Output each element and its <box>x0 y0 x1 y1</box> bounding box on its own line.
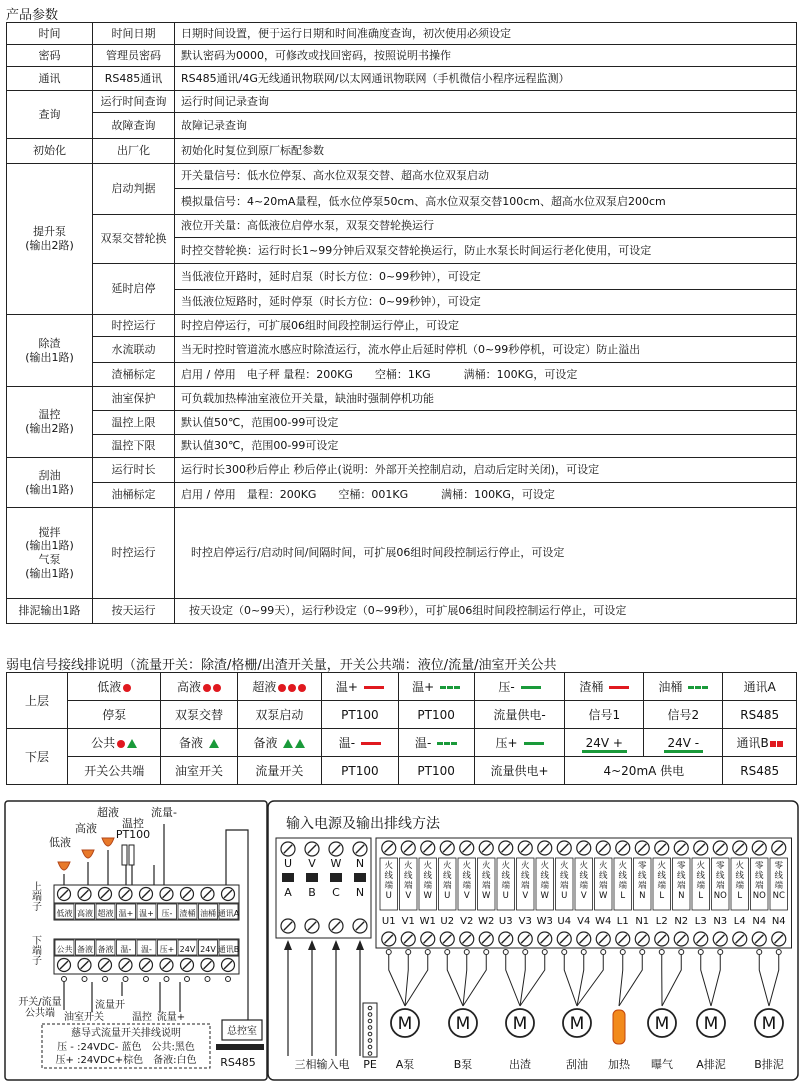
wire-end-icon <box>82 977 87 982</box>
wire-end-icon <box>757 950 762 955</box>
param-description: 启用 / 停用 电子秤 量程：200KG 空桶：1KG 满桶：100KG，可设定 <box>175 363 797 387</box>
param-description: 故障记录查询 <box>175 113 797 139</box>
power-terminal-top-label: U <box>283 857 293 870</box>
param-description: 运行时间记录查询 <box>175 91 797 113</box>
pt100-probe-icon <box>122 845 127 865</box>
rs485-label: RS485 <box>220 1056 256 1069</box>
wire-end-icon <box>226 977 231 982</box>
green-dashed-line-icon <box>440 686 460 689</box>
pe-label: PE <box>363 1058 377 1071</box>
pt100-probe-icon <box>129 845 134 865</box>
power-terminal-bottom-label: A <box>284 886 292 899</box>
wire-end-icon <box>620 950 625 955</box>
output-terminal-bottom-label: N1 <box>635 916 650 927</box>
input-label: 三相输入电 <box>294 1058 350 1071</box>
output-terminal-bottom-label: U4 <box>557 916 572 927</box>
pe-hole <box>368 1032 372 1036</box>
output-terminal-top-label: 火线端 V <box>403 861 413 901</box>
wire-end-icon <box>484 950 489 955</box>
lt-5: 压+ <box>474 729 565 757</box>
red-dot-icon <box>288 684 296 692</box>
param-row <box>7 337 797 363</box>
wire-end-icon <box>523 950 528 955</box>
wire-end-icon <box>445 950 450 955</box>
param-description: 初始化时复位到原厂标配参数 <box>175 139 797 164</box>
param-item: 出厂化 <box>93 139 175 164</box>
param-row <box>7 599 797 624</box>
output-terminal-bottom-label: U3 <box>498 916 513 927</box>
param-category: 查询 <box>7 91 93 139</box>
param-item: 时控运行 <box>93 315 175 337</box>
param-description: 默认值50℃，范围00-99可设定 <box>175 411 797 435</box>
motor-symbol: M <box>654 1014 670 1034</box>
motor-symbol: M <box>397 1014 413 1034</box>
param-description: 按天设定（0~99天），运行秒设定（0~99秒），可扩展06组时间段控制运行停止，可设定 <box>175 599 797 624</box>
param-item: 延时启停 <box>93 264 175 315</box>
green-triangle-icon <box>283 739 293 748</box>
wire-end-icon <box>776 950 781 955</box>
param-item: 双泵交替轮换 <box>93 215 175 264</box>
terminal-cell-label: 油桶 <box>200 909 216 918</box>
wire-end-icon <box>698 950 703 955</box>
wire-end-icon <box>406 950 411 955</box>
pe-hole <box>368 1019 372 1023</box>
param-row <box>7 139 797 164</box>
pe-hole <box>368 1026 372 1030</box>
output-terminal-bottom-label: V3 <box>518 916 532 927</box>
motor-symbol: M <box>512 1014 528 1034</box>
bottom-wire-label: 流量+ <box>156 1012 186 1023</box>
param-item: 管理员密码 <box>93 45 175 67</box>
console-keyboard-icon <box>216 1044 264 1050</box>
green-line-icon <box>521 686 541 689</box>
ub-4: PT100 <box>398 701 474 729</box>
param-row <box>7 458 797 483</box>
output-terminal-top-label: 零线端 NC <box>772 861 785 901</box>
terminal-side-label: 上端子 <box>32 882 42 913</box>
power-terminal-top-label: N <box>355 857 365 870</box>
red-dot-icon <box>213 684 221 692</box>
note-title: 慈导式流量开关排线说明 <box>71 1028 181 1039</box>
param-description: 开关量信号：低水位停泵、高水位双泵交替、超高水位双泵启动 <box>175 164 797 189</box>
device-label: A泵 <box>395 1058 415 1071</box>
lb-2: 流量开关 <box>237 757 322 785</box>
param-item: 启动判据 <box>93 164 175 215</box>
sensor-label: 超液 <box>97 806 119 819</box>
output-terminal-top-label: 火线端 W <box>598 861 608 901</box>
power-terminal-bottom-label: N <box>355 886 365 899</box>
terminal-cell-label: 低液 <box>56 909 73 918</box>
param-category: 时间 <box>7 23 93 45</box>
console-label: 总控室 <box>227 1026 257 1037</box>
output-terminal-top-label: 火线端 U <box>442 861 452 901</box>
output-terminal-bottom-label: V4 <box>577 916 591 927</box>
param-row <box>7 363 797 387</box>
power-terminal-top-label: V <box>308 857 316 870</box>
ut-4: 温+ <box>398 673 474 701</box>
param-item: 水流联动 <box>93 337 175 363</box>
terminal-cell-label: 压+ <box>159 945 175 954</box>
wire-end-icon <box>62 977 67 982</box>
param-description: 默认值30℃，范围00-99可设定 <box>175 435 797 458</box>
device-label: B排泥 <box>754 1058 784 1071</box>
terminal-side-label: 下端子 <box>32 936 42 967</box>
output-terminal-bottom-label: N4 <box>752 916 767 927</box>
param-item: 运行时间查询 <box>93 91 175 113</box>
wire-end-icon <box>542 950 547 955</box>
wire-end-icon <box>205 977 210 982</box>
ub-8: RS485 <box>723 701 797 729</box>
output-terminal-top-label: 火线端 W <box>423 861 433 901</box>
param-description: 液位开关量：高低液位启停水泵，双泵交替轮换运行 <box>175 215 797 238</box>
lb-3: PT100 <box>322 757 398 785</box>
red-square-icon <box>777 741 783 747</box>
output-terminal-bottom-label: W3 <box>536 916 553 927</box>
param-item: 渣桶标定 <box>93 363 175 387</box>
param-row <box>7 45 797 67</box>
param-description: 时控启停运行/启动时间/间隔时间，可扩展06组时间段控制运行停止，可设定 <box>175 508 797 599</box>
output-terminal-bottom-label: N4 <box>771 916 786 927</box>
red-dot-icon <box>117 740 125 748</box>
wiring-title: 弱电信号接线排说明（流量开关：除渣/格栅/出渣开关量，开关公共端：液位/流量/油室开关公共 <box>6 658 557 673</box>
param-row <box>7 411 797 435</box>
param-description: 默认密码为0000，可修改或找回密码，按照说明书操作 <box>175 45 797 67</box>
wire-end-icon <box>679 950 684 955</box>
power-terminal-block-mark <box>354 873 366 882</box>
terminal-cell-label: 通讯B <box>217 945 240 954</box>
red-dot-icon <box>298 684 306 692</box>
param-description: 模拟量信号：4~20mA量程，低水位停泵50cm、高水位双泵交替100cm、超高水位双泵启200cm <box>175 189 797 215</box>
motor-symbol: M <box>703 1014 719 1034</box>
param-category: 提升泵 (输出2路) <box>7 164 93 315</box>
output-terminal-top-label: 火线端 W <box>481 861 491 901</box>
bottom-wire-label: 温控 <box>132 1012 152 1023</box>
ub-3: PT100 <box>322 701 398 729</box>
pe-hole <box>368 1013 372 1017</box>
device-label: A排泥 <box>696 1058 726 1071</box>
terminal-cell-label: 压- <box>161 909 173 918</box>
device-label: 刮油 <box>566 1058 588 1071</box>
lb-6: 4~20mA 供电 <box>565 757 723 785</box>
lb-1: 油室开关 <box>161 757 237 785</box>
power-terminal-block-mark <box>330 873 342 882</box>
ut-6: 渣桶 <box>565 673 644 701</box>
lt-1: 备液 <box>161 729 237 757</box>
ub-1: 双泵交替 <box>161 701 237 729</box>
terminal-cell-label: 超液 <box>97 909 114 918</box>
sensor-label: 流量- <box>151 806 177 819</box>
output-terminal-top-label: 火线端 U <box>501 861 511 901</box>
output-terminal-bottom-label: L3 <box>694 916 707 927</box>
red-dot-icon <box>278 684 286 692</box>
output-terminal-bottom-label: U2 <box>440 916 455 927</box>
terminal-cell-label: 温- <box>141 945 152 954</box>
wiring-diagram <box>4 800 800 1082</box>
note-line: 压+ :24VDC+棕色 备液:白色 <box>55 1055 197 1066</box>
param-row <box>7 113 797 139</box>
output-terminal-top-label: 火线端 U <box>384 861 394 901</box>
param-item: RS485通讯 <box>93 67 175 91</box>
red-line-icon <box>364 686 384 689</box>
motor-symbol: M <box>455 1014 471 1034</box>
params-title: 产品参数 <box>6 8 59 23</box>
param-row <box>7 435 797 458</box>
motor-symbol: M <box>569 1014 585 1034</box>
param-item: 温控上限 <box>93 411 175 435</box>
param-row <box>7 483 797 508</box>
wire-end-icon <box>640 950 645 955</box>
param-category: 排泥输出1路 <box>7 599 93 624</box>
param-item: 按天运行 <box>93 599 175 624</box>
params-table <box>6 22 797 624</box>
param-item: 时控运行 <box>93 508 175 599</box>
param-description: 运行时长300秒后停止 秒后停止(说明：外部开关控制启动，启动后定时关闭)，可设定 <box>175 458 797 483</box>
pe-hole <box>368 1006 372 1010</box>
lt-7: 24V - <box>644 729 723 757</box>
ut-5: 压- <box>474 673 565 701</box>
right-panel-title: 输入电源及输出排线方法 <box>286 816 440 832</box>
wire-end-icon <box>503 950 508 955</box>
lt-4: 温- <box>398 729 474 757</box>
param-description: 当无时控时管道流水感应时除渣运行，流水停止后延时停机（0~99秒停机，可设定）防止溢出 <box>175 337 797 363</box>
ut-2: 超液 <box>237 673 322 701</box>
device-label: 曝气 <box>651 1058 673 1071</box>
output-terminal-bottom-label: W1 <box>419 916 436 927</box>
ub-7: 信号2 <box>644 701 723 729</box>
sensor-label: 低液 <box>49 836 71 849</box>
power-terminal-bottom-label: C <box>332 886 340 899</box>
green-line-icon <box>524 742 544 745</box>
green-triangle-icon <box>209 739 219 748</box>
param-category: 刮油 (输出1路) <box>7 458 93 508</box>
param-item: 油室保护 <box>93 387 175 411</box>
wire-end-icon <box>185 977 190 982</box>
param-row <box>7 91 797 113</box>
red-dot-icon <box>203 684 211 692</box>
power-terminal-block-mark <box>306 873 318 882</box>
output-terminal-top-label: 零线端 N <box>637 861 647 901</box>
lt-6: 24V + <box>565 729 644 757</box>
ut-1: 高液 <box>161 673 237 701</box>
lb-7: RS485 <box>723 757 797 785</box>
red-line-icon <box>361 742 381 745</box>
device-label: B泵 <box>453 1058 473 1071</box>
output-terminal-bottom-label: W2 <box>478 916 495 927</box>
param-description: 时控交替轮换：运行时长1~99分钟后双泵交替轮换运行，防止水泵长时间运行老化使用，可设定 <box>175 238 797 264</box>
param-row <box>7 264 797 290</box>
wire-end-icon <box>581 950 586 955</box>
terminal-cell-label: 高液 <box>77 909 93 918</box>
wire-end-icon <box>464 950 469 955</box>
ut-8: 通讯A <box>723 673 797 701</box>
output-terminal-top-label: 火线端 V <box>462 861 472 901</box>
param-row <box>7 508 797 599</box>
param-description: 启用 / 停用 量程：200KG 空桶：001KG 满桶：100KG，可设定 <box>175 483 797 508</box>
lb-0: 开关公共端 <box>68 757 161 785</box>
lb-5: 流量供电+ <box>474 757 565 785</box>
output-terminal-top-label: 零线端 NO <box>752 861 766 901</box>
ub-6: 信号1 <box>565 701 644 729</box>
output-terminal-top-label: 零线端 N <box>676 861 686 901</box>
param-item: 油桶标定 <box>93 483 175 508</box>
ub-0: 停泵 <box>68 701 161 729</box>
lower-layer-label: 下层 <box>7 729 68 785</box>
lb-4: PT100 <box>398 757 474 785</box>
terminal-cell-label: 公共 <box>56 945 73 954</box>
sensor-label: 温控 PT100 <box>115 817 151 841</box>
terminal-cell-label: 备液 <box>77 945 93 954</box>
output-terminal-bottom-label: W4 <box>595 916 612 927</box>
output-terminal-bottom-label: N3 <box>713 916 728 927</box>
wire-end-icon <box>601 950 606 955</box>
wire-end-icon <box>718 950 723 955</box>
param-description: 时控启停运行，可扩展06组时间段控制运行停止，可设定 <box>175 315 797 337</box>
terminal-cell-label: 备液 <box>97 945 114 954</box>
upper-layer-label: 上层 <box>7 673 68 729</box>
wire-end-icon <box>103 977 108 982</box>
terminal-cell-label: 温+ <box>139 909 154 918</box>
device-label: 加热 <box>608 1058 630 1071</box>
lt-0: 公共 <box>68 729 161 757</box>
param-row <box>7 215 797 238</box>
param-row <box>7 67 797 91</box>
wire-end-icon <box>562 950 567 955</box>
terminal-cell-label: 温- <box>120 945 132 954</box>
pe-hole <box>368 1045 372 1049</box>
terminal-cell-label: 温+ <box>118 909 134 918</box>
param-description: 当低液位开路时，延时启泵（时长方位：0~99秒钟），可设定 <box>175 264 797 290</box>
red-square-icon <box>770 741 776 747</box>
lt-8: 通讯B <box>723 729 797 757</box>
power-terminal-block-mark <box>282 873 294 882</box>
output-terminal-bottom-label: L1 <box>616 916 629 927</box>
green-triangle-icon <box>127 739 137 748</box>
output-terminal-bottom-label: L4 <box>733 916 746 927</box>
power-terminal-top-label: W <box>330 857 342 870</box>
wire-end-icon <box>164 977 169 982</box>
param-category: 温控 (输出2路) <box>7 387 93 458</box>
ub-2: 双泵启动 <box>237 701 322 729</box>
green-dashed-line-icon <box>437 742 457 745</box>
power-terminal-bottom-label: B <box>308 886 316 899</box>
motor-symbol: M <box>761 1014 777 1034</box>
wire-end-icon <box>386 950 391 955</box>
wiring-table <box>6 672 797 785</box>
ub-5: 流量供电- <box>474 701 565 729</box>
terminal-cell-label: 通讯A <box>217 909 240 918</box>
param-row <box>7 164 797 189</box>
output-terminal-top-label: 火线端 V <box>579 861 589 901</box>
output-terminal-top-label: 火线端 L <box>657 861 667 901</box>
wire-end-icon <box>144 977 149 982</box>
wire-end-icon <box>659 950 664 955</box>
sensor-label: 高液 <box>75 822 97 835</box>
param-row <box>7 23 797 45</box>
param-row <box>7 387 797 411</box>
output-terminal-top-label: 零线端 NO <box>713 861 727 901</box>
terminal-cell-label: 24V <box>179 945 196 954</box>
terminal-cell-label: 24V <box>200 945 216 954</box>
bottom-wire-label: 油室开关 <box>64 1012 104 1023</box>
red-line-icon <box>609 686 629 689</box>
output-terminal-top-label: 火线端 L <box>618 861 628 901</box>
pe-hole <box>368 1039 372 1043</box>
ut-0: 低液 <box>68 673 161 701</box>
output-terminal-top-label: 火线端 V <box>520 861 530 901</box>
output-terminal-bottom-label: V2 <box>460 916 474 927</box>
lt-2: 备液 <box>237 729 322 757</box>
output-terminal-top-label: 火线端 L <box>696 861 706 901</box>
ut-3: 温+ <box>322 673 398 701</box>
param-description: RS485通讯/4G无线通讯物联网/以太网通讯物联网（手机微信小程序远程监测） <box>175 67 797 91</box>
param-category: 搅拌 (输出1路) 气泵 (输出1路) <box>7 508 93 599</box>
lt-3: 温- <box>322 729 398 757</box>
red-dot-icon <box>123 684 131 692</box>
green-dashed-line-icon <box>688 686 708 689</box>
device-label: 出渣 <box>509 1058 531 1071</box>
bottom-wire-label: 开关/流量公共端 <box>18 997 62 1019</box>
param-category: 通讯 <box>7 67 93 91</box>
wire-end-icon <box>425 950 430 955</box>
param-item: 时间日期 <box>93 23 175 45</box>
param-item: 故障查询 <box>93 113 175 139</box>
param-description: 当低液位短路时，延时停泵（时长方位：0~99秒钟），可设定 <box>175 290 797 315</box>
heater-icon <box>613 1010 625 1044</box>
param-description: 可负载加热棒油室液位开关量，缺油时强制停机功能 <box>175 387 797 411</box>
output-terminal-bottom-label: N2 <box>674 916 689 927</box>
wire-end-icon <box>123 977 128 982</box>
ut-7: 油桶 <box>644 673 723 701</box>
output-terminal-bottom-label: U1 <box>381 916 396 927</box>
param-category: 密码 <box>7 45 93 67</box>
param-category: 初始化 <box>7 139 93 164</box>
param-item: 运行时长 <box>93 458 175 483</box>
terminal-cell-label: 渣桶 <box>179 909 196 918</box>
output-terminal-bottom-label: V1 <box>401 916 415 927</box>
output-terminal-top-label: 火线端 U <box>559 861 569 901</box>
note-line: 压 - :24VDC- 蓝色 公共:黑色 <box>57 1042 195 1053</box>
bottom-wire-label: 流量开 <box>95 1000 125 1011</box>
param-item: 温控下限 <box>93 435 175 458</box>
output-terminal-top-label: 火线端 W <box>540 861 550 901</box>
param-row <box>7 315 797 337</box>
output-terminal-top-label: 火线端 L <box>735 861 745 901</box>
param-category: 除渣 (输出1路) <box>7 315 93 387</box>
pe-hole <box>368 1052 372 1056</box>
green-triangle-icon <box>295 739 305 748</box>
output-terminal-bottom-label: L2 <box>655 916 668 927</box>
param-description: 日期时间设置，便于运行日期和时间准确度查询，初次使用必须设定 <box>175 23 797 45</box>
